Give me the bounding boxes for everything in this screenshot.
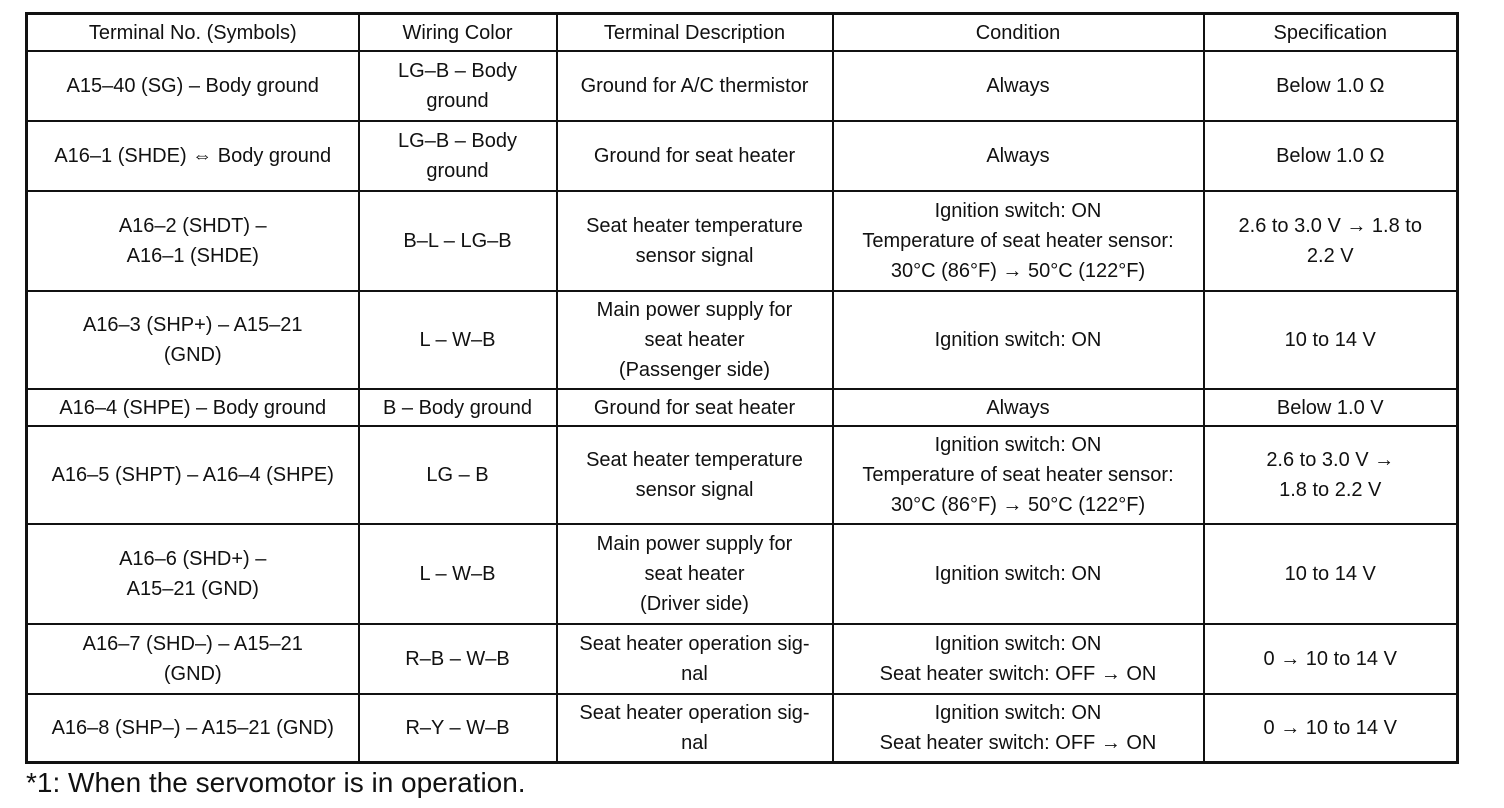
cell-wiring-color: LG – B	[359, 426, 557, 524]
cell-wiring-color: L – W–B	[359, 291, 557, 389]
cell-wiring-color: R–Y – W–B	[359, 694, 557, 762]
cell-specification: 0 → 10 to 14 V	[1204, 624, 1458, 694]
table-body	[27, 51, 1458, 762]
header-terminal-no: Terminal No. (Symbols)	[27, 14, 359, 52]
cell-terminal-no: A16–7 (SHD–) – A15–21 (GND)	[27, 624, 359, 694]
header-specification: Specification	[1204, 14, 1458, 52]
cell-terminal-description: Seat heater operation sig- nal	[557, 694, 833, 762]
cell-wiring-color: L – W–B	[359, 524, 557, 624]
table-row	[27, 524, 1458, 624]
cell-terminal-no: A15–40 (SG) – Body ground	[27, 51, 359, 121]
cell-specification: 10 to 14 V	[1204, 291, 1458, 389]
cell-specification: Below 1.0 Ω	[1204, 121, 1458, 191]
cell-condition: Ignition switch: ON Seat heater switch: OFF → ON	[833, 694, 1204, 762]
footnote: *1: When the servomotor is in operation.	[26, 767, 526, 798]
cell-terminal-description: Main power supply for seat heater (Driver side)	[557, 524, 833, 624]
cell-specification: Below 1.0 Ω	[1204, 51, 1458, 121]
cell-terminal-no: A16–3 (SHP+) – A15–21 (GND)	[27, 291, 359, 389]
cell-condition: Ignition switch: ON	[833, 524, 1204, 624]
cell-terminal-description: Ground for seat heater	[557, 121, 833, 191]
cell-terminal-description: Seat heater temperature sensor signal	[557, 426, 833, 524]
cell-terminal-no: A16–4 (SHPE) – Body ground	[27, 389, 359, 426]
cell-terminal-no: A16–2 (SHDT) – A16–1 (SHDE)	[27, 191, 359, 291]
cell-terminal-description: Seat heater operation sig- nal	[557, 624, 833, 694]
table-header-row	[27, 14, 1458, 52]
cell-terminal-description: Ground for A/C thermistor	[557, 51, 833, 121]
table-row	[27, 694, 1458, 762]
table-row	[27, 121, 1458, 191]
cell-terminal-no: A16–8 (SHP–) – A15–21 (GND)	[27, 694, 359, 762]
cell-condition: Always	[833, 51, 1204, 121]
cell-terminal-no: A16–1 (SHDE) ⇔ Body ground	[27, 121, 359, 191]
table-row	[27, 291, 1458, 389]
cell-wiring-color: R–B – W–B	[359, 624, 557, 694]
cell-condition: Always	[833, 389, 1204, 426]
cell-wiring-color: LG–B – Body ground	[359, 121, 557, 191]
cell-condition: Ignition switch: ON Temperature of seat heater sensor: 30°C (86°F) → 50°C (122°F)	[833, 191, 1204, 291]
cell-condition: Ignition switch: ON Temperature of seat heater sensor: 30°C (86°F) → 50°C (122°F)	[833, 426, 1204, 524]
cell-condition: Ignition switch: ON	[833, 291, 1204, 389]
cell-wiring-color: B – Body ground	[359, 389, 557, 426]
cell-terminal-no: A16–5 (SHPT) – A16–4 (SHPE)	[27, 426, 359, 524]
cell-terminal-no: A16–6 (SHD+) – A15–21 (GND)	[27, 524, 359, 624]
cell-specification: 0 → 10 to 14 V	[1204, 694, 1458, 762]
table-row	[27, 191, 1458, 291]
cell-condition: Always	[833, 121, 1204, 191]
cell-terminal-description: Main power supply for seat heater (Passenger side)	[557, 291, 833, 389]
header-condition: Condition	[833, 14, 1204, 52]
cell-wiring-color: B–L – LG–B	[359, 191, 557, 291]
terminal-spec-table	[25, 12, 1459, 764]
table-row	[27, 426, 1458, 524]
cell-condition: Ignition switch: ON Seat heater switch: OFF → ON	[833, 624, 1204, 694]
cell-specification: 10 to 14 V	[1204, 524, 1458, 624]
table-row	[27, 624, 1458, 694]
header-terminal-description: Terminal Description	[557, 14, 833, 52]
cell-specification: 2.6 to 3.0 V → 1.8 to 2.2 V	[1204, 426, 1458, 524]
cell-wiring-color: LG–B – Body ground	[359, 51, 557, 121]
cell-terminal-description: Seat heater temperature sensor signal	[557, 191, 833, 291]
table-row	[27, 389, 1458, 426]
header-wiring-color: Wiring Color	[359, 14, 557, 52]
table-row	[27, 51, 1458, 121]
cell-specification: Below 1.0 V	[1204, 389, 1458, 426]
cell-specification: 2.6 to 3.0 V → 1.8 to 2.2 V	[1204, 191, 1458, 291]
cell-terminal-description: Ground for seat heater	[557, 389, 833, 426]
